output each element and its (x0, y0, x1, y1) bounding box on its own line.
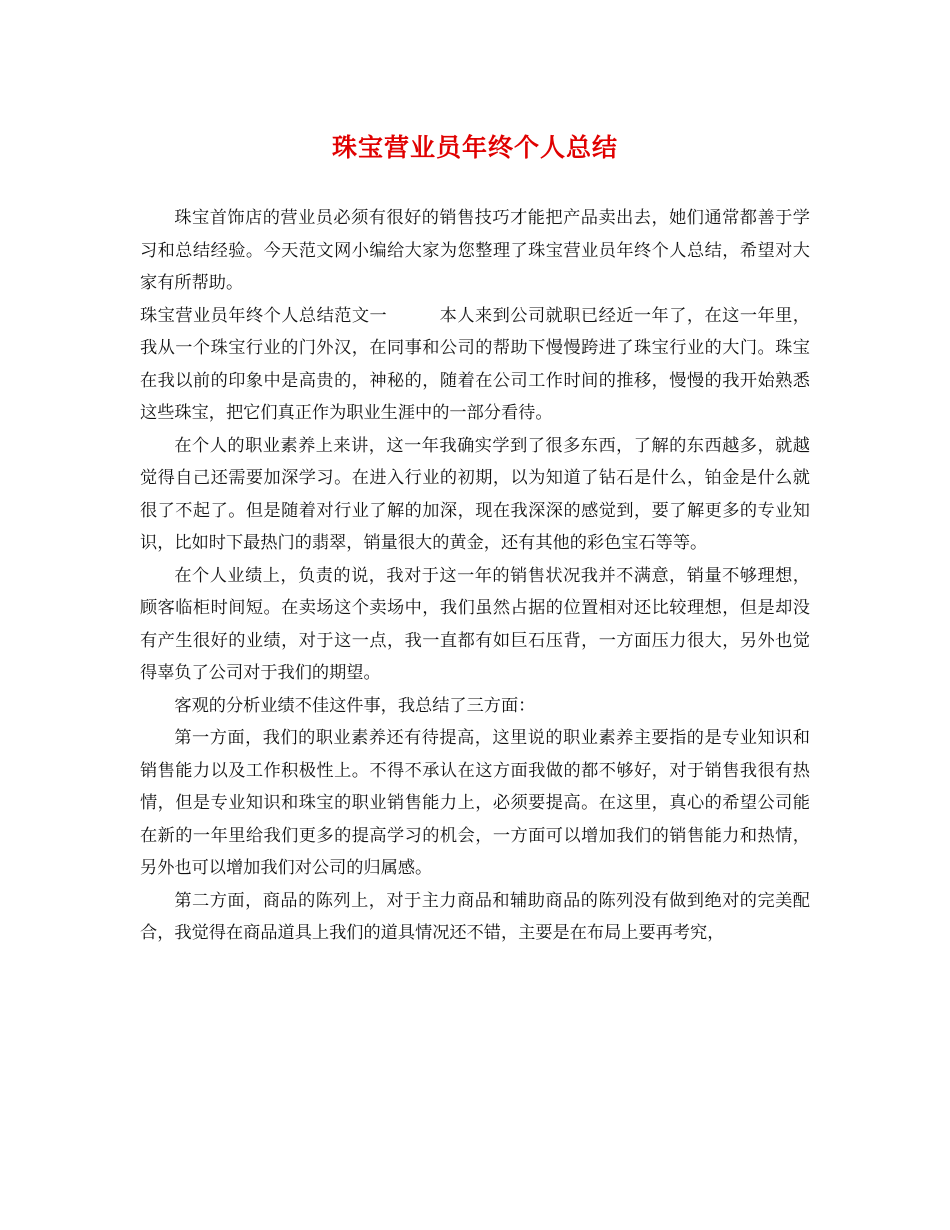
sample-one-paragraph (140, 300, 810, 430)
intro-paragraph: 珠宝首饰店的营业员必须有很好的销售技巧才能把产品卖出去，她们通常都善于学习和总结经验。今天范文网小编给大家为您整理了珠宝营业员年终个人总结，希望对大家有所帮助。 (140, 208, 810, 293)
body-paragraph-1: 在个人的职业素养上来讲，这一年我确实学到了很多东西，了解的东西越多，就越觉得自己还需要加深学习。在进入行业的初期，以为知道了钻石是什么，铂金是什么就很了不起了。但是随着对行业了解的加深，现在我深深的感觉到，要了解更多的专业知识，比如时下最热门的翡翠，销量很大的黄金，还有其他的彩色宝石等等。 (140, 435, 810, 553)
sample-first-text: 本人来到公司就职已经近一年了，在这一年里，我从一个珠宝行业的门外汉，在同事和公司的帮助下慢慢跨进了珠宝行业的大门。珠宝在我以前的印象中是高贵的，神秘的，随着在公司工作时间的推移，慢慢的我开始熟悉这些珠宝，把它们真正作为职业生涯中的一部分看待。 (140, 305, 810, 423)
body-paragraph-5: 第二方面，商品的陈列上，对于主力商品和辅助商品的陈列没有做到绝对的完美配合，我觉得在商品道具上我们的道具情况还不错，主要是在布局上要再考究， (140, 890, 810, 943)
body-paragraph-2: 在个人业绩上，负责的说，我对于这一年的销售状况我并不满意，销量不够理想，顾客临柜时间短。在卖场这个卖场中，我们虽然占据的位置相对还比较理想，但是却没有产生很好的业绩，对于这一点，我一直都有如巨石压背，一方面压力很大，另外也觉得辜负了公司对于我们的期望。 (140, 565, 810, 683)
body-paragraph-4: 第一方面，我们的职业素养还有待提高，这里说的职业素养主要指的是专业知识和销售能力以及工作积极性上。不得不承认在这方面我做的都不够好，对于销售我很有热情，但是专业知识和珠宝的职业销售能力上，必须要提高。在这里，真心的希望公司能在新的一年里给我们更多的提高学习的机会，一方面可以增加我们的销售能力和热情，另外也可以增加我们对公司的归属感。 (140, 728, 810, 878)
document-page (140, 128, 810, 950)
document-title: 珠宝营业员年终个人总结 (331, 133, 618, 162)
sample-heading: 珠宝营业员年终个人总结范文一 (140, 305, 388, 326)
body-paragraph-3: 客观的分析业绩不佳这件事，我总结了三方面： (174, 695, 536, 716)
